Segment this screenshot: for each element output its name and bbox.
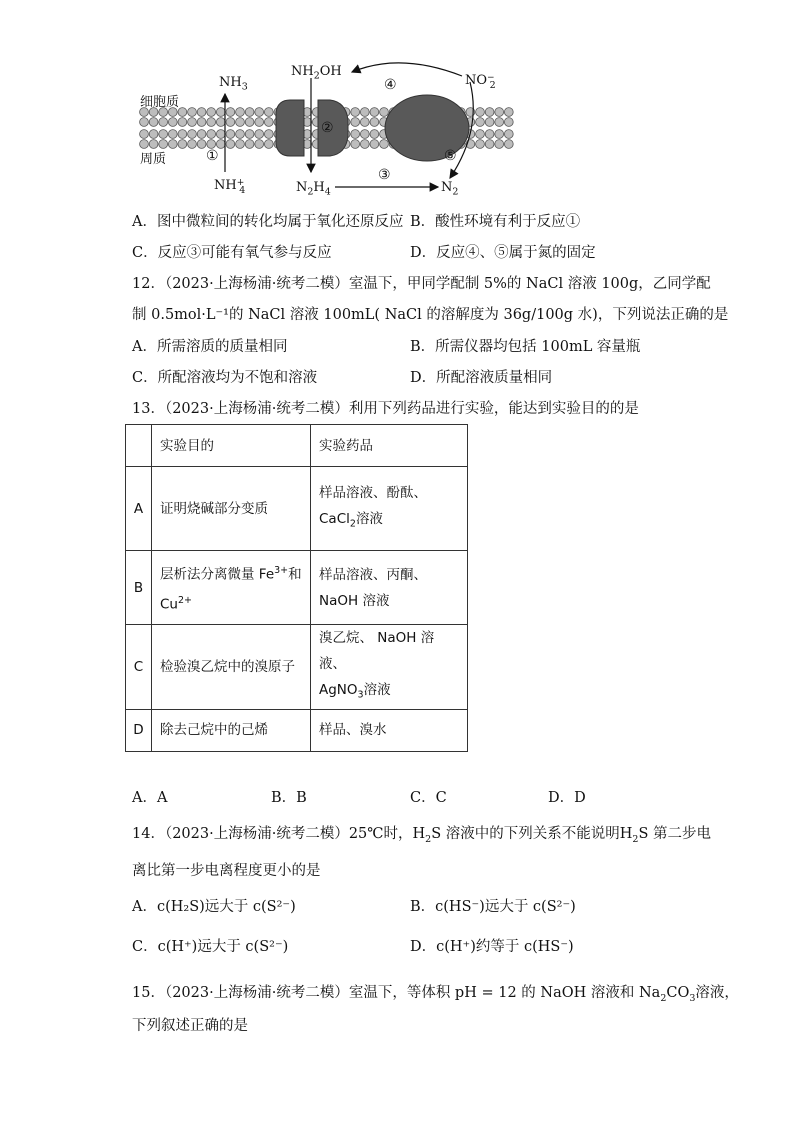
lipid-bead bbox=[495, 108, 504, 117]
lipid-bead bbox=[370, 118, 379, 127]
no2-label: $NO^-_2$ bbox=[465, 73, 496, 91]
table-row bbox=[126, 551, 468, 625]
cytoplasm-label: 细胞质 bbox=[140, 95, 180, 110]
q11-option-a[interactable]: A．图中微粒间的转化均属于氧化还原反应 bbox=[132, 214, 404, 230]
lipid-bead bbox=[360, 118, 369, 127]
lipid-bead bbox=[216, 108, 225, 117]
lipid-bead bbox=[476, 140, 485, 149]
lipid-bead bbox=[264, 130, 273, 139]
lipid-bead bbox=[140, 130, 149, 139]
lipid-bead bbox=[245, 140, 254, 149]
q12-option-b[interactable]: B．所需仪器均包括 100mL 容量瓶 bbox=[410, 339, 641, 355]
q12-option-c[interactable]: C．所配溶液均为不饱和溶液 bbox=[132, 370, 318, 386]
table-cell: 检验溴乙烷中的溴原子 bbox=[152, 625, 311, 710]
lipid-bead bbox=[264, 140, 273, 149]
q13-option-d[interactable]: D．D bbox=[548, 790, 586, 806]
lipid-bead bbox=[188, 108, 197, 117]
table-row bbox=[126, 425, 468, 467]
lipid-bead bbox=[178, 108, 187, 117]
lipid-bead bbox=[216, 118, 225, 127]
lipid-bead bbox=[216, 130, 225, 139]
lipid-bead bbox=[149, 130, 158, 139]
lipid-bead bbox=[245, 130, 254, 139]
lipid-bead bbox=[370, 130, 379, 139]
lipid-bead bbox=[159, 118, 168, 127]
lipid-bead bbox=[226, 140, 235, 149]
table-header-cell: 实验目的 bbox=[152, 425, 311, 467]
table-cell: 样品溶液、酚酞、 CaCl$_2$溶液 bbox=[311, 467, 468, 551]
q12-stem-line1: 12．（2023·上海杨浦·统考二模）室温下，甲同学配制 5%的 NaCl 溶液 100g，乙同学配 bbox=[132, 276, 711, 292]
table-cell: D bbox=[126, 709, 152, 751]
lipid-bead bbox=[197, 108, 206, 117]
lipid-bead bbox=[255, 140, 264, 149]
lipid-bead bbox=[370, 108, 379, 117]
lipid-bead bbox=[226, 130, 235, 139]
q15-stem-line2: 下列叙述正确的是 bbox=[132, 1018, 248, 1034]
lipid-bead bbox=[351, 108, 360, 117]
table-cell: C bbox=[126, 625, 152, 710]
step-4-label: ④ bbox=[384, 77, 397, 93]
step-1-label: ① bbox=[206, 148, 219, 164]
lipid-bead bbox=[197, 130, 206, 139]
table-header-cell: 实验药品 bbox=[311, 425, 468, 467]
step-5-label: ⑤ bbox=[444, 148, 457, 164]
q15-stem-line1: 15．（2023·上海杨浦·统考二模）室温下，等体积 pH = 12 的 NaOH 溶液和 $Na_2CO_3$溶液， bbox=[132, 985, 739, 1004]
lipid-bead bbox=[495, 118, 504, 127]
q14-option-b[interactable]: B．c(HS⁻)远大于 c(S²⁻) bbox=[410, 899, 576, 915]
q11-option-d[interactable]: D．反应④、⑤属于氮的固定 bbox=[410, 245, 596, 261]
nh2oh-label: $NH_2OH$ bbox=[291, 64, 342, 82]
lipid-bead bbox=[207, 118, 216, 127]
lipid-bead bbox=[360, 130, 369, 139]
lipid-bead bbox=[236, 108, 245, 117]
table-row bbox=[126, 467, 468, 551]
lipid-bead bbox=[178, 140, 187, 149]
lipid-bead bbox=[351, 130, 360, 139]
table-cell: 溴乙烷、 NaOH 溶液、 AgNO$_3$溶液 bbox=[311, 625, 468, 710]
lipid-bead bbox=[370, 140, 379, 149]
lipid-bead bbox=[255, 108, 264, 117]
lipid-bead bbox=[236, 140, 245, 149]
lipid-bead bbox=[207, 108, 216, 117]
table-cell: 证明烧碱部分变质 bbox=[152, 467, 311, 551]
q11-option-c[interactable]: C．反应③可能有氧气参与反应 bbox=[132, 245, 332, 261]
lipid-bead bbox=[485, 108, 494, 117]
membrane-diagram bbox=[130, 60, 530, 205]
lipid-bead bbox=[495, 130, 504, 139]
lipid-bead bbox=[188, 118, 197, 127]
lipid-bead bbox=[197, 140, 206, 149]
lipid-bead bbox=[168, 130, 177, 139]
lipid-bead bbox=[245, 118, 254, 127]
table-cell: 样品、溴水 bbox=[311, 709, 468, 751]
q13-option-b[interactable]: B．B bbox=[271, 790, 307, 806]
lipid-bead bbox=[360, 108, 369, 117]
lipid-bead bbox=[149, 118, 158, 127]
lipid-bead bbox=[207, 130, 216, 139]
nh4-label: $NH^+_4$ bbox=[214, 178, 246, 196]
q14-stem-line2: 离比第一步电离程度更小的是 bbox=[132, 863, 321, 879]
lipid-bead bbox=[380, 108, 389, 117]
lipid-bead bbox=[485, 140, 494, 149]
lipid-bead bbox=[476, 130, 485, 139]
lipid-bead bbox=[168, 140, 177, 149]
q13-table bbox=[125, 424, 468, 752]
q14-option-c[interactable]: C．c(H⁺)远大于 c(S²⁻) bbox=[132, 939, 289, 955]
lipid-bead bbox=[226, 108, 235, 117]
q12-stem-line2: 制 0.5mol·L⁻¹的 NaCl 溶液 100mL( NaCl 的溶解度为 36g/100g 水)，下列说法正确的是 bbox=[132, 307, 729, 323]
q13-stem: 13．（2023·上海杨浦·统考二模）利用下列药品进行实验，能达到实验目的的是 bbox=[132, 401, 639, 417]
lipid-bead bbox=[226, 118, 235, 127]
lipid-bead bbox=[188, 130, 197, 139]
q13-option-a[interactable]: A．A bbox=[132, 790, 168, 806]
lipid-bead bbox=[245, 108, 254, 117]
lipid-bead bbox=[380, 140, 389, 149]
step-2-label: ② bbox=[321, 120, 334, 136]
q12-option-d[interactable]: D．所配溶液质量相同 bbox=[410, 370, 553, 386]
protein-left-half bbox=[276, 100, 304, 156]
lipid-bead bbox=[168, 118, 177, 127]
lipid-bead bbox=[476, 108, 485, 117]
q11-option-b[interactable]: B．酸性环境有利于反应① bbox=[410, 214, 581, 230]
table-header-cell bbox=[126, 425, 152, 467]
lipid-bead bbox=[495, 140, 504, 149]
lipid-bead bbox=[504, 130, 513, 139]
step-3-label: ③ bbox=[378, 167, 391, 183]
lipid-bead bbox=[197, 118, 206, 127]
lipid-bead bbox=[351, 118, 360, 127]
lipid-bead bbox=[476, 118, 485, 127]
lipid-bead bbox=[159, 130, 168, 139]
table-row bbox=[126, 625, 468, 710]
table-cell: A bbox=[126, 467, 152, 551]
lipid-bead bbox=[178, 118, 187, 127]
nh3-label: $NH_3$ bbox=[219, 75, 248, 93]
lipid-bead bbox=[178, 130, 187, 139]
q12-option-a[interactable]: A．所需溶质的质量相同 bbox=[132, 339, 288, 355]
lipid-bead bbox=[351, 140, 360, 149]
lipid-bead bbox=[264, 118, 273, 127]
q14-option-a[interactable]: A．c(H₂S)远大于 c(S²⁻) bbox=[132, 899, 296, 915]
lipid-bead bbox=[360, 140, 369, 149]
lipid-bead bbox=[485, 118, 494, 127]
lipid-bead bbox=[255, 118, 264, 127]
lipid-bead bbox=[504, 140, 513, 149]
table-cell: 除去己烷中的己烯 bbox=[152, 709, 311, 751]
q14-option-d[interactable]: D．c(H⁺)约等于 c(HS⁻) bbox=[410, 939, 574, 955]
table-row bbox=[126, 709, 468, 751]
lipid-bead bbox=[140, 118, 149, 127]
q14-stem-line1: 14．（2023·上海杨浦·统考二模）25℃时，$H_2S$ 溶液中的下列关系不能说明$H_2S$ 第二步电 bbox=[132, 826, 711, 845]
n2-label: $N_2$ bbox=[441, 180, 459, 198]
lipid-bead bbox=[236, 130, 245, 139]
periplasm-label: 周质 bbox=[140, 152, 167, 167]
n2h4-label: $N_2H_4$ bbox=[296, 180, 331, 198]
lipid-bead bbox=[485, 130, 494, 139]
table-cell: 层析法分离微量 $Fe^{3+}$和 $Cu^{2+}$ bbox=[152, 551, 311, 625]
lipid-bead bbox=[255, 130, 264, 139]
lipid-bead bbox=[504, 108, 513, 117]
lipid-bead bbox=[188, 140, 197, 149]
table-cell: B bbox=[126, 551, 152, 625]
table-cell: 样品溶液、丙酮、 NaOH 溶液 bbox=[311, 551, 468, 625]
lipid-bead bbox=[504, 118, 513, 127]
q13-option-c[interactable]: C．C bbox=[410, 790, 447, 806]
lipid-bead bbox=[236, 118, 245, 127]
lipid-bead bbox=[264, 108, 273, 117]
